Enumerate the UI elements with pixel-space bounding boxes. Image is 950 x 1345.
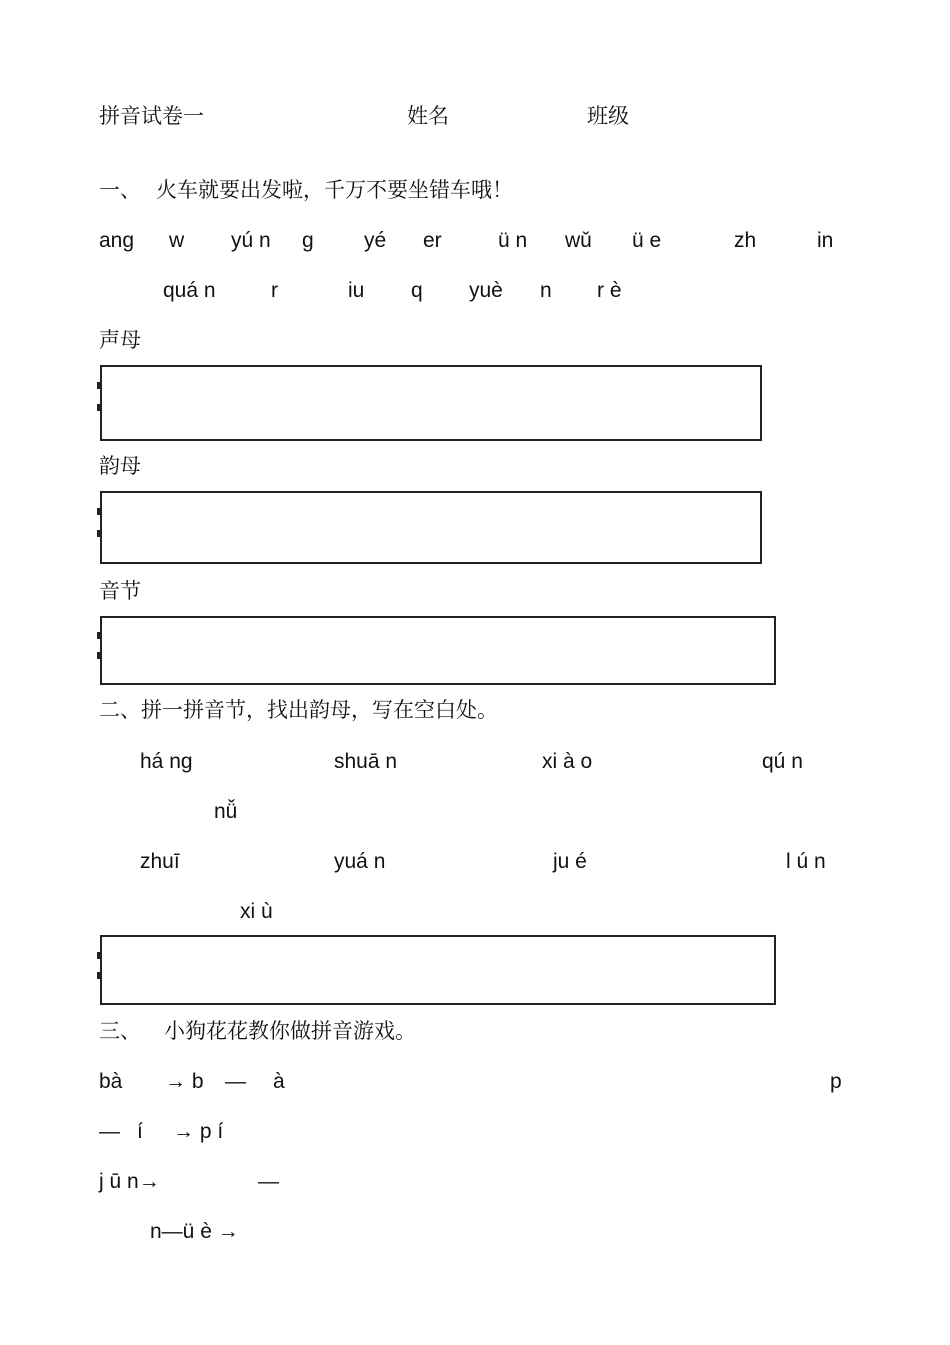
syllable-item: xi ù <box>240 900 273 923</box>
pinyin-item: zh <box>734 229 757 252</box>
shengmu-answer-box[interactable] <box>100 365 762 441</box>
yunmu-write-box[interactable] <box>100 935 776 1005</box>
game-text: — <box>225 1070 246 1093</box>
game-text: → b <box>165 1070 204 1093</box>
pinyin-item: r <box>271 279 278 302</box>
yinjie-answer-box[interactable] <box>100 616 776 685</box>
syllable-item: zhuī <box>140 850 180 873</box>
pinyin-item: iu <box>348 279 365 302</box>
pinyin-item: yuè <box>469 279 503 302</box>
syllable-item: ju é <box>553 850 587 873</box>
syllable-item: nǚ <box>214 800 238 823</box>
pinyin-item: ang <box>99 229 135 252</box>
box-mark <box>97 972 100 979</box>
shengmu-label: 声母 <box>99 328 141 352</box>
box-mark <box>97 530 100 537</box>
game-text: — <box>99 1120 120 1143</box>
section1-heading: 火车就要出发啦，千万不要坐错车哦！ <box>156 178 513 202</box>
game-text: p <box>830 1070 842 1093</box>
section3-number: 三、 <box>99 1019 141 1043</box>
game-text: j ū n→ <box>99 1170 160 1193</box>
pinyin-item: w <box>169 229 185 252</box>
pinyin-item: yé <box>364 229 387 252</box>
game-text: í <box>137 1120 143 1143</box>
game-text: à <box>273 1070 285 1093</box>
game-text: n—ü è → <box>150 1220 239 1243</box>
pinyin-item: in <box>817 229 834 252</box>
yinjie-label: 音节 <box>99 579 141 603</box>
syllable-item: há ng <box>140 750 193 773</box>
game-text: → p í <box>173 1120 224 1143</box>
class-label: 班级 <box>587 104 629 128</box>
pinyin-item: quá n <box>163 279 216 302</box>
section2-heading: 二、拼一拼音节，找出韵母，写在空白处。 <box>99 698 498 722</box>
pinyin-item: er <box>423 229 442 252</box>
game-text: bà <box>99 1070 123 1093</box>
yunmu-answer-box[interactable] <box>100 491 762 564</box>
section1-number: 一、 <box>99 178 141 202</box>
box-mark <box>97 632 100 639</box>
game-text: — <box>258 1170 279 1193</box>
pinyin-item: q <box>411 279 423 302</box>
syllable-item: qú n <box>762 750 803 773</box>
name-label: 姓名 <box>407 104 449 128</box>
box-mark <box>97 952 100 959</box>
box-mark <box>97 652 100 659</box>
syllable-item: l ú n <box>786 850 826 873</box>
pinyin-item: g <box>302 229 314 252</box>
syllable-item: yuá n <box>334 850 386 873</box>
section3-heading: 小狗花花教你做拼音游戏。 <box>164 1019 416 1043</box>
pinyin-item: ü n <box>498 229 528 252</box>
pinyin-item: yú n <box>231 229 271 252</box>
pinyin-item: n <box>540 279 552 302</box>
pinyin-item: wǔ <box>565 229 592 252</box>
exam-title: 拼音试卷一 <box>99 104 204 128</box>
syllable-item: shuā n <box>334 750 398 773</box>
syllable-item: xi à o <box>542 750 593 773</box>
box-mark <box>97 404 100 411</box>
box-mark <box>97 508 100 515</box>
pinyin-item: ü e <box>632 229 662 252</box>
pinyin-item: r è <box>597 279 622 302</box>
box-mark <box>97 382 100 389</box>
yunmu-label: 韵母 <box>99 454 141 478</box>
